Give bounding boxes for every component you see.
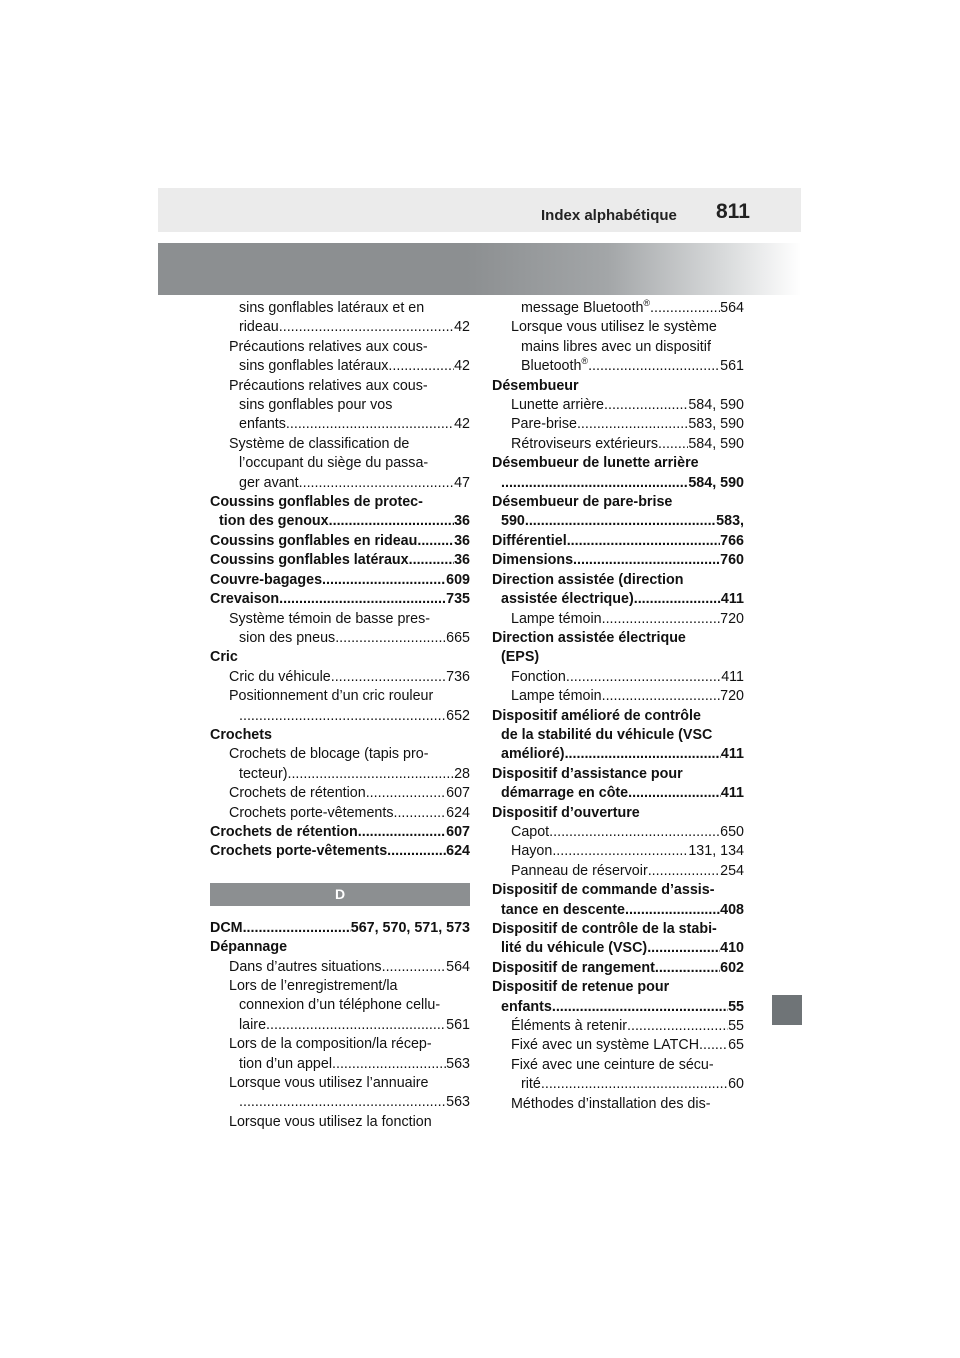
entry-text: Lorsque vous utilisez l’annuaire [229, 1075, 429, 1092]
entry-text: DCM [210, 919, 243, 936]
entry-text: Hayon [511, 843, 553, 860]
leader-dots [322, 571, 446, 590]
leader-dots [366, 784, 446, 803]
index-subentry [210, 745, 470, 784]
leader-dots [588, 357, 720, 376]
entry-text: Lorsque vous utilisez le système [511, 319, 717, 336]
entry-text: Crevaison [210, 591, 280, 608]
index-list [210, 919, 470, 1132]
leader-dots [335, 629, 446, 648]
entry-text: Lors de l’enregistrement/la [229, 978, 398, 994]
entry-text: Précautions relatives aux cous- [229, 377, 428, 394]
leader-dots [602, 610, 721, 629]
page-reference: 720 [720, 610, 744, 627]
entry-text: Fonction [511, 668, 566, 685]
entry-text: Différentiel [492, 532, 567, 549]
index-subentry [210, 687, 470, 726]
page-reference: 735 [446, 591, 470, 608]
page-reference: 720 [720, 688, 744, 705]
page-reference: 584, 590 [688, 435, 744, 452]
page-reference: 47 [454, 474, 470, 491]
leader-dots [409, 551, 454, 570]
leader-dots [650, 299, 720, 318]
page-reference: 760 [720, 552, 744, 569]
entry-text: Crochets de rétention [210, 823, 358, 840]
leader-dots [573, 551, 720, 570]
entry-text: Lorsque vous utilisez la fonction [229, 1113, 432, 1130]
entry-text: Dispositif de contrôle de la stabi- [492, 921, 717, 937]
leader-dots [393, 804, 446, 823]
entry-text: Dispositif de rangement [492, 959, 655, 976]
leader-dots [602, 687, 721, 706]
index-entry [492, 765, 744, 804]
leader-dots [565, 745, 721, 764]
entry-text: Coussins gonflables de protec- [210, 494, 423, 511]
page-reference: 607 [446, 823, 470, 840]
entry-text: l’occupant du siège du passa- [239, 455, 429, 472]
entry-text: Dispositif amélioré de contrôle [492, 707, 701, 724]
index-entry [492, 881, 744, 920]
entry-text: Fixé avec une ceinture de sécu- [511, 1056, 714, 1073]
entry-text: Cric du véhicule [229, 668, 331, 685]
page-reference: 567, 570, 571, 573 [350, 919, 470, 936]
page-reference: 60 [728, 1076, 744, 1093]
index-entry [492, 551, 744, 570]
index-list [210, 299, 470, 862]
index-subentry [210, 610, 470, 649]
index-subentry [210, 958, 470, 977]
index-entry [492, 532, 744, 551]
entry-text: connexion d’un téléphone cellu- [239, 997, 441, 1014]
entry-text: Bluetooth® [521, 356, 589, 375]
entry-text: Dépannage [210, 939, 288, 956]
index-subentry [492, 1056, 744, 1095]
leader-dots [627, 1017, 728, 1036]
index-subentry [492, 396, 744, 415]
entry-text: amélioré) [501, 746, 565, 763]
entry-text: sins gonflables latéraux [239, 358, 389, 375]
leader-dots [417, 532, 454, 551]
index-subentry [210, 338, 470, 377]
index-entry [210, 823, 470, 842]
page-reference: 131, 134 [688, 843, 744, 860]
entry-text: Panneau de réservoir [511, 862, 648, 879]
entry-text: Couvre-bagages [210, 571, 323, 588]
index-entry [492, 959, 744, 978]
entry-text: Méthodes d’installation des dis- [511, 1095, 711, 1112]
entry-text: démarrage en côte [501, 785, 629, 802]
page-reference: 411 [720, 591, 744, 608]
page-reference: 411 [720, 746, 744, 763]
index-entry [210, 842, 470, 861]
index-list [492, 299, 744, 1114]
index-entry [210, 493, 470, 532]
leader-dots [382, 958, 447, 977]
entry-text: Positionnement d’un cric rouleur [229, 688, 434, 705]
index-entry [492, 629, 744, 668]
leader-dots [388, 357, 454, 376]
header-band [158, 243, 801, 295]
index-subentry [210, 977, 470, 1035]
entry-text: message Bluetooth® [521, 298, 651, 316]
page-reference: 411 [720, 785, 744, 802]
leader-dots [387, 842, 446, 861]
entry-text: Coussins gonflables latéraux [210, 552, 409, 569]
page-reference: 410 [720, 940, 744, 957]
index-subentry [492, 1036, 744, 1055]
page-reference: 561 [720, 358, 744, 375]
entry-text: enfants [239, 416, 286, 433]
leader-dots [279, 318, 454, 337]
index-subentry [210, 299, 470, 318]
index-entry [492, 978, 744, 1017]
leader-dots [299, 474, 454, 493]
leader-dots [243, 919, 351, 938]
page-reference: 564 [446, 958, 470, 975]
index-entry [492, 707, 744, 765]
leader-dots [541, 1075, 728, 1094]
entry-text: sins gonflables pour vos [239, 397, 393, 414]
page-reference: 624 [446, 843, 470, 860]
leader-dots [552, 842, 688, 861]
entry-text: Coussins gonflables en rideau [210, 532, 418, 549]
entry-text: Lampe témoin [511, 688, 602, 705]
index-subentry [210, 1035, 470, 1074]
index-subentry [492, 299, 744, 318]
entry-text: rideau [239, 319, 279, 336]
index-subentry [492, 610, 744, 629]
entry-text: assistée électrique) [501, 591, 634, 608]
entry-text: Crochets porte-vêtements [229, 804, 394, 821]
leader-dots [552, 998, 728, 1017]
leader-dots [658, 435, 688, 454]
leader-dots [329, 512, 454, 531]
leader-dots [634, 590, 721, 609]
entry-text: sins gonflables latéraux et en [239, 300, 425, 316]
entry-text: Pare-brise [511, 416, 577, 433]
entry-text: Dimensions [492, 552, 574, 569]
index-entry [210, 648, 470, 667]
entry-text: Crochets de rétention [229, 785, 366, 802]
page-reference: 766 [720, 532, 744, 549]
entry-text: Dans d’autres situations [229, 958, 382, 975]
entry-text: Désembueur [492, 377, 579, 394]
index-subentry [210, 318, 470, 337]
entry-text: Rétroviseurs extérieurs [511, 435, 658, 452]
page-reference: 65 [728, 1037, 744, 1054]
entry-text: (EPS) [501, 649, 540, 666]
entry-text: Dispositif d’ouverture [492, 804, 640, 821]
index-entry [492, 454, 744, 493]
entry-text: Lampe témoin [511, 610, 602, 627]
section-header-d: D [210, 883, 470, 906]
page-reference: 36 [454, 552, 470, 569]
index-subentry [210, 784, 470, 803]
leader-dots [279, 590, 446, 609]
leader-dots [286, 415, 454, 434]
entry-text: Direction assistée électrique [492, 629, 686, 646]
entry-text: Lors de la composition/la récep- [229, 1036, 432, 1053]
index-entry [210, 919, 470, 938]
entry-text: Système témoin de basse pres- [229, 610, 431, 627]
page-reference: 42 [454, 416, 470, 433]
entry-text: rité [521, 1076, 541, 1093]
page-reference: 584, 590 [688, 474, 744, 491]
index-column-right [492, 299, 744, 1114]
entry-text: Fixé avec un système LATCH [511, 1037, 700, 1054]
page-reference: 561 [446, 1016, 470, 1033]
entry-text: Dispositif d’assistance pour [492, 765, 683, 782]
entry-text: lité du véhicule (VSC) [501, 940, 648, 957]
page-reference: 652 [446, 707, 470, 724]
entry-text: Capot [511, 823, 550, 840]
page-reference: 36 [454, 513, 470, 530]
index-entry [210, 532, 470, 551]
entry-text: mains libres avec un dispositif [521, 338, 711, 355]
index-entry [492, 571, 744, 610]
entry-text: de la stabilité du véhicule (VSC [501, 726, 713, 743]
page-reference: 583, [716, 513, 744, 530]
page-reference: 411 [721, 668, 744, 685]
index-entry [492, 920, 744, 959]
page-reference: 28 [454, 765, 470, 782]
index-subentry [492, 1095, 744, 1114]
page-reference: 583, 590 [688, 416, 744, 433]
entry-text: Lunette arrière [511, 397, 604, 414]
page-reference: 408 [720, 901, 744, 918]
leader-dots [239, 1093, 446, 1112]
entry-text: Précautions relatives aux cous- [229, 338, 428, 355]
entry-text: Système de classification de [229, 435, 410, 452]
entry-text: sion des pneus [239, 629, 336, 646]
page-reference: 563 [446, 1055, 470, 1072]
entry-text: Désembueur de pare-brise [492, 494, 673, 511]
index-entry [210, 938, 470, 957]
entry-text: Désembueur de lunette arrière [492, 455, 699, 472]
leader-dots [358, 823, 446, 842]
leader-dots [266, 1016, 446, 1035]
entry-text: Dispositif de retenue pour [492, 979, 670, 996]
leader-dots [501, 474, 688, 493]
leader-dots [525, 512, 716, 531]
page-reference: 609 [446, 571, 470, 588]
entry-text: tion des genoux [219, 513, 329, 530]
index-entry [492, 804, 744, 823]
leader-dots [604, 396, 688, 415]
page-reference: 736 [446, 668, 470, 685]
entry-text: laire [239, 1016, 267, 1033]
index-subentry [492, 318, 744, 376]
index-subentry [492, 1017, 744, 1036]
entry-text: tecteur) [239, 765, 288, 782]
leader-dots [331, 668, 446, 687]
entry-text: enfants [501, 998, 552, 1015]
index-entry [492, 377, 744, 396]
index-entry [210, 571, 470, 590]
index-entry [210, 551, 470, 570]
section-thumb-tab [772, 995, 802, 1025]
index-entry [210, 726, 470, 745]
entry-text: tion d’un appel [239, 1055, 333, 1072]
page-title: Index alphabétique [541, 207, 677, 224]
entry-text: Crochets de blocage (tapis pro- [229, 746, 429, 763]
index-subentry [492, 842, 744, 861]
index-column-left [210, 299, 470, 1132]
index-subentry [492, 687, 744, 706]
page-reference: 563 [446, 1094, 470, 1111]
leader-dots [699, 1036, 728, 1055]
index-subentry [492, 668, 744, 687]
page-reference: 55 [728, 1018, 744, 1035]
page-reference: 36 [454, 532, 470, 549]
entry-text: tance en descente [501, 901, 625, 918]
page-number: 811 [716, 200, 750, 223]
index-subentry [210, 435, 470, 493]
page-reference: 602 [720, 959, 744, 976]
entry-text: Dispositif de commande d’assis- [492, 882, 715, 899]
index-subentry [210, 1113, 470, 1132]
entry-text: Éléments à retenir [511, 1018, 628, 1035]
leader-dots [287, 765, 454, 784]
index-subentry [210, 804, 470, 823]
entry-text: Direction assistée (direction [492, 571, 684, 588]
index-subentry [210, 668, 470, 687]
entry-text: 590 [501, 513, 525, 530]
leader-dots [647, 939, 720, 958]
page-reference: 584, 590 [688, 397, 744, 414]
index-entry [210, 590, 470, 609]
header-bar [158, 188, 801, 232]
page-reference: 564 [720, 300, 744, 316]
leader-dots [566, 668, 721, 687]
leader-dots [625, 901, 720, 920]
leader-dots [332, 1055, 446, 1074]
index-subentry [492, 435, 744, 454]
entry-text: Cric [210, 649, 238, 666]
page-reference: 607 [446, 785, 470, 802]
entry-text: Crochets [210, 726, 272, 743]
index-subentry [492, 823, 744, 842]
page-reference: 55 [728, 998, 744, 1015]
leader-dots [655, 959, 720, 978]
entry-text: ger avant [239, 474, 299, 491]
leader-dots [549, 823, 720, 842]
entry-text: Crochets porte-vêtements [210, 843, 388, 860]
index-subentry [210, 377, 470, 435]
leader-dots [567, 532, 720, 551]
page-reference: 624 [446, 804, 470, 821]
leader-dots [628, 784, 721, 803]
page-reference: 42 [454, 358, 470, 375]
index-subentry [210, 1074, 470, 1113]
page-reference: 665 [446, 629, 470, 646]
page-reference: 254 [720, 862, 744, 879]
leader-dots [648, 862, 720, 881]
index-subentry [492, 415, 744, 434]
index-subentry [492, 862, 744, 881]
page-reference: 42 [454, 319, 470, 336]
leader-dots [577, 415, 688, 434]
leader-dots [239, 707, 446, 726]
index-entry [492, 493, 744, 532]
page-reference: 650 [720, 823, 744, 840]
